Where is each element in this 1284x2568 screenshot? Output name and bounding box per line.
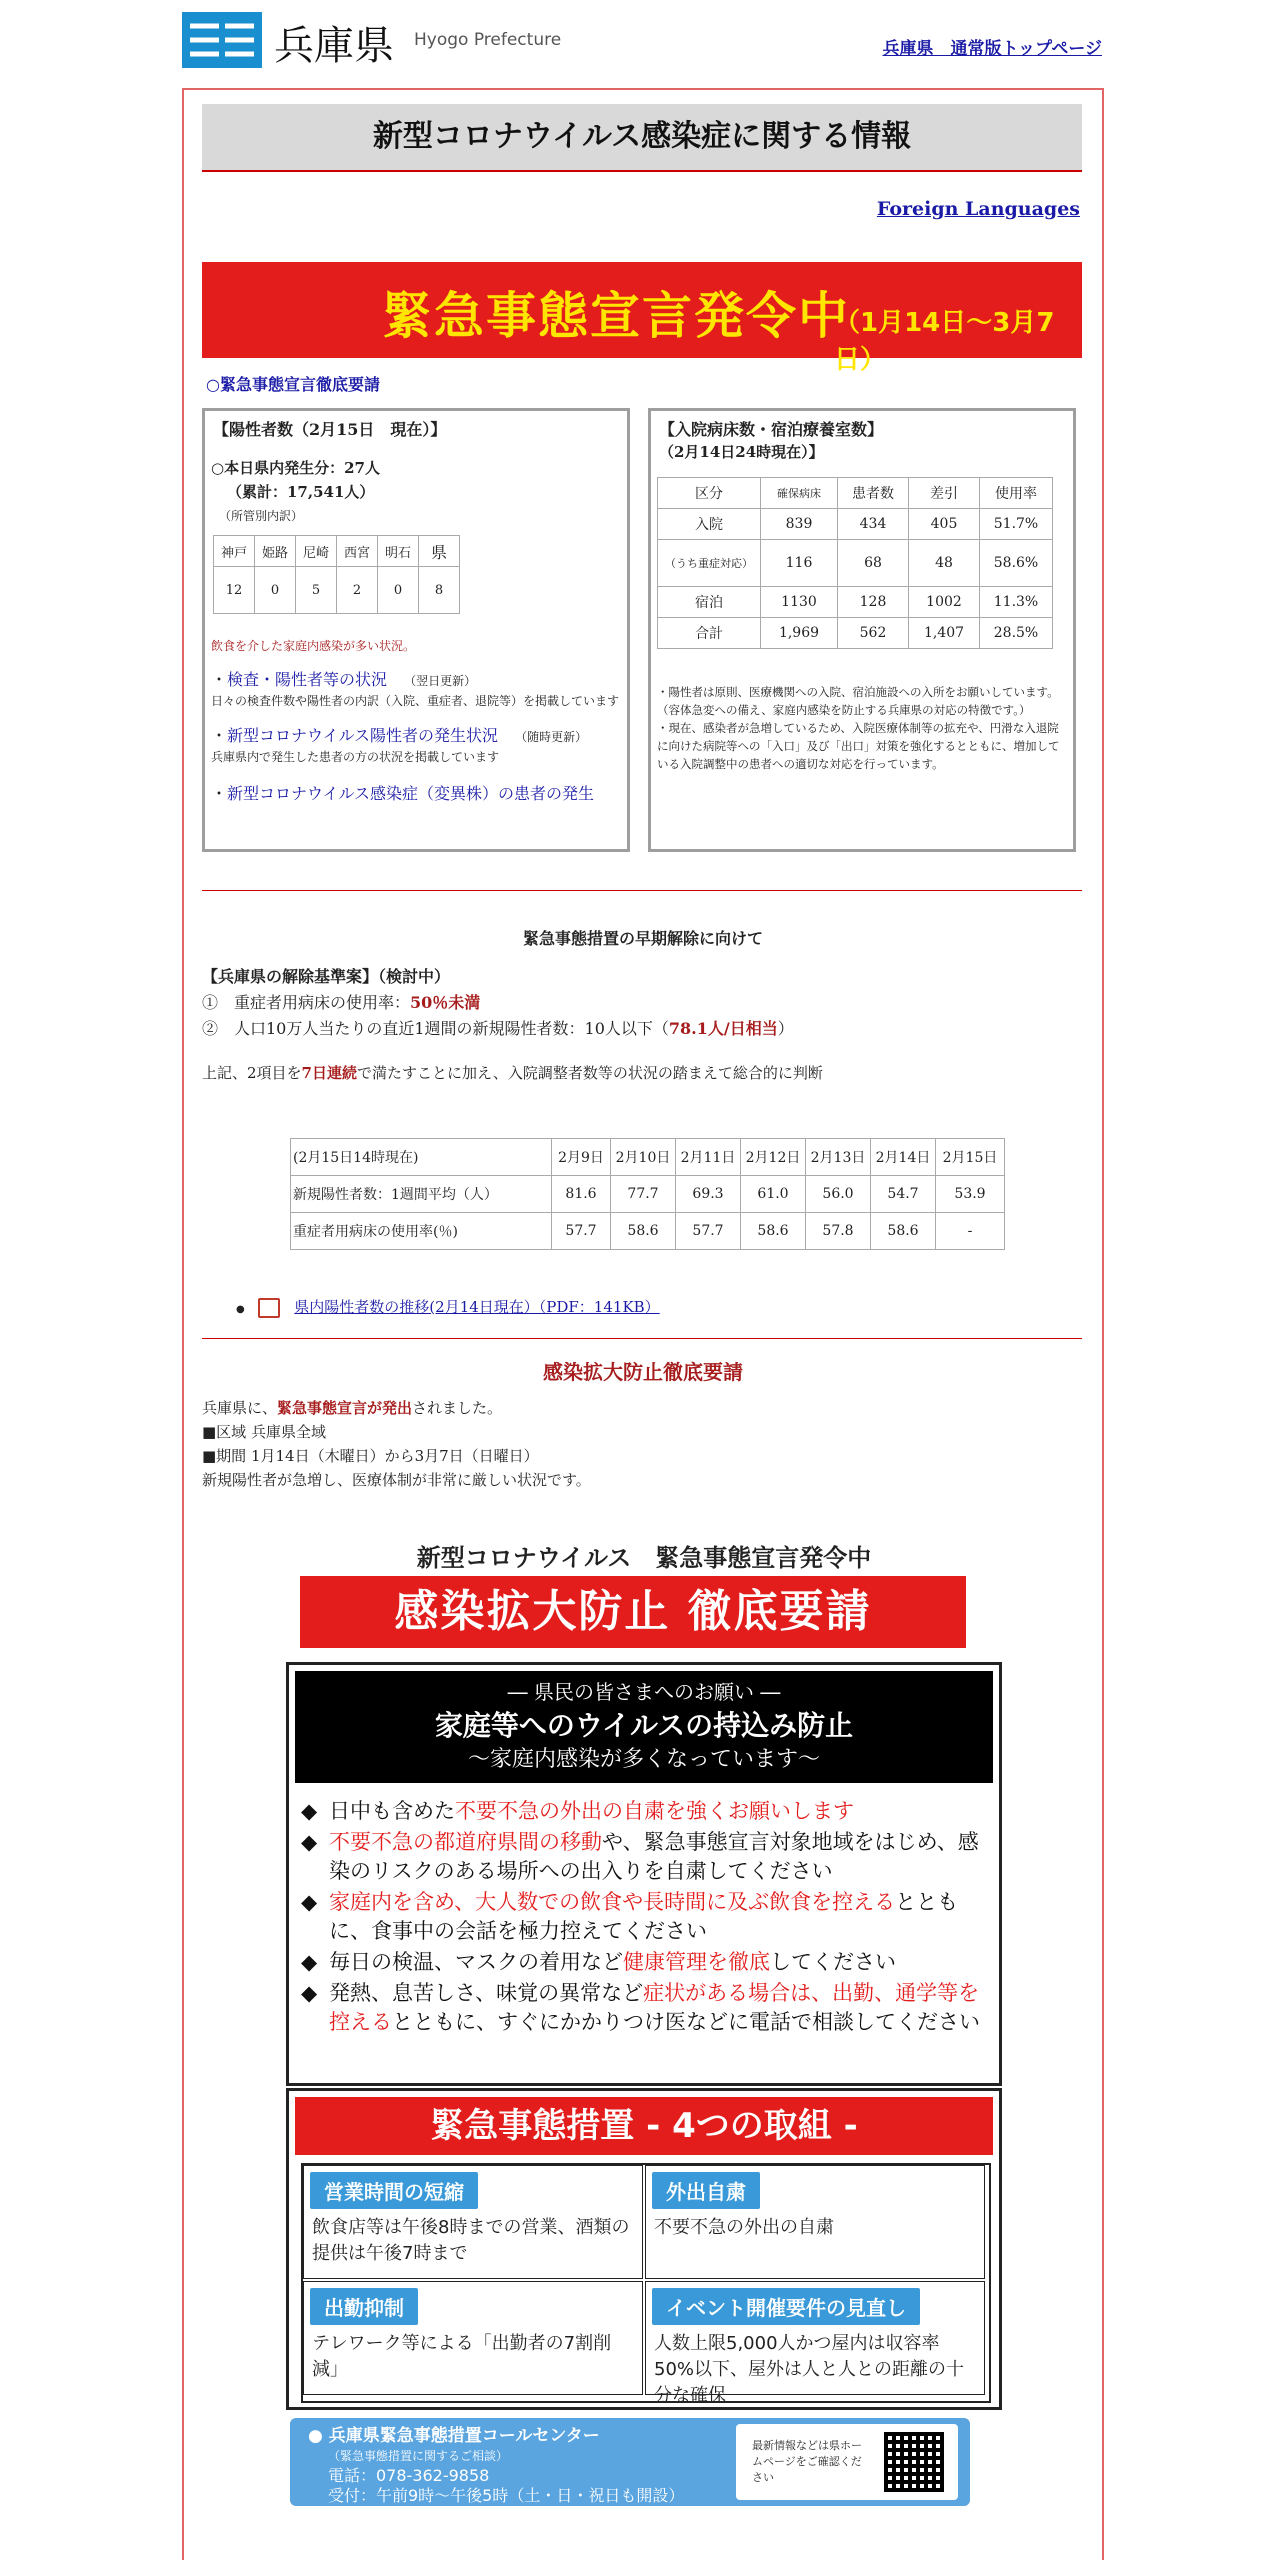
poster-requests-box [286, 1662, 1002, 2086]
bed-cell: 128 [838, 587, 909, 618]
header-cell: 2月11日 [676, 1139, 741, 1176]
bed-cell: 434 [838, 509, 909, 540]
criterion-text: ① 重症者用病床の使用率： [202, 993, 411, 1012]
bed-cell: （うち重症対応） [658, 540, 761, 587]
trend-cell: 57.7 [676, 1213, 741, 1250]
total-count: （累計：17,541人） [227, 483, 375, 501]
bed-table [657, 477, 1053, 649]
summary-strong: 7日連続 [301, 1064, 357, 1082]
list-item [301, 1888, 981, 1946]
trend-cell: 57.7 [552, 1213, 611, 1250]
request-strong: 緊急事態宣言が発出 [277, 1399, 413, 1417]
today-count: ○本日県内発生分：27人 [211, 459, 380, 477]
beds-notes [657, 683, 1065, 773]
count-cell: 0 [255, 567, 296, 614]
qr-panel [736, 2424, 958, 2500]
bed-cell: 1,969 [761, 618, 838, 649]
criterion-value: 50％未満 [410, 993, 481, 1012]
trend-cell: 58.6 [611, 1213, 676, 1250]
call-title: ● 兵庫県緊急事態措置コールセンター [308, 2426, 600, 2446]
status-link-block: ・検査・陽性者等の状況 （翌日更新） 日々の検査件数や陽性者の内訳（入院、重症者、退院等）を掲載しています [211, 670, 620, 708]
count-cell: 0 [378, 567, 419, 614]
measure-tag: 外出自粛 [652, 2172, 760, 2209]
city-cell: 西宮 [337, 536, 378, 567]
measure-tag: 営業時間の短縮 [310, 2172, 478, 2209]
request-text-part: されました。 [412, 1399, 503, 1417]
bed-cell: 合計 [658, 618, 761, 649]
list-item [301, 1828, 981, 1886]
measures-grid [301, 2163, 991, 2406]
item-text: とともに、食事中の会話を極力控えてください [329, 1890, 959, 1943]
bed-cell: 58.6% [980, 540, 1053, 587]
criterion-value: 78.1人/日相当 [668, 1019, 778, 1038]
measure-tag: 出勤抑制 [310, 2288, 418, 2325]
poster-request-list [301, 1797, 981, 2039]
city-breakdown-table [213, 535, 460, 614]
header-cell: (2月15日14時現在) [291, 1139, 552, 1176]
summary-text: で満たすことに加え、入院調整者数等の状況の踏まえて総合的に判断 [356, 1064, 823, 1082]
measure-cell [645, 2165, 985, 2279]
pdf-file-icon [258, 1298, 280, 1318]
note-line: （容体急変への備え、家庭内感染を防止する兵庫県の対応の特徴です。） [657, 703, 1031, 717]
banner-date-range: （1月14日～3月7日） [834, 308, 1055, 375]
request-section-title: 感染拡大防止徹底要請 [543, 1360, 743, 1384]
measure-text: 人数上限5,000人かつ屋内は収容率50%以下、屋外は人と人との距離の十分な確保 [654, 2333, 965, 2406]
row-label: 重症者用病床の使用率(％) [291, 1213, 552, 1250]
lift-criteria [202, 964, 794, 1042]
link-description: 日々の検査件数や陽性者の内訳（入院、重症者、退院等）を掲載しています [211, 694, 620, 708]
item-text: 発熱、息苦しさ、味覚の異常など [329, 1981, 644, 2005]
bed-cell: 51.7% [980, 509, 1053, 540]
bed-cell: 839 [761, 509, 838, 540]
update-tag: （翌日更新） [404, 674, 477, 688]
call-center-panel [290, 2418, 970, 2506]
bed-cell: 入院 [658, 509, 761, 540]
trend-cell: 58.6 [741, 1213, 806, 1250]
list-item [301, 1948, 981, 1977]
beds-title: 【入院病床数・宿泊療養室数】 [659, 420, 884, 439]
table-row [291, 1176, 1005, 1213]
trend-cell: 57.8 [806, 1213, 871, 1250]
measure-tag: イベント開催要件の見直し [652, 2288, 920, 2325]
bullet-icon: ● [236, 1304, 245, 1315]
logo-title: 兵庫県 [274, 23, 394, 69]
header-cell: 2月13日 [806, 1139, 871, 1176]
header-cell: 2月10日 [611, 1139, 676, 1176]
measure-cell [303, 2165, 643, 2279]
header-cell: 2月14日 [871, 1139, 936, 1176]
request-text [202, 1396, 591, 1492]
qr-note: 最新情報などは県ホームページをご確認ください [752, 2439, 862, 2484]
bed-cell: 1,407 [909, 618, 980, 649]
item-text: とともに、すぐにかかりつけ医などに電話で相談してください [392, 2010, 980, 2034]
qr-code-icon[interactable] [884, 2432, 944, 2492]
banner-main-text: 緊急事態宣言発令中 [382, 287, 850, 345]
count-cell: 5 [296, 567, 337, 614]
request-line [202, 1396, 591, 1420]
trend-cell: 77.7 [611, 1176, 676, 1213]
measure-text: 飲食店等は午後8時までの営業、酒類の提供は午後7時まで [312, 2217, 630, 2264]
table-row [658, 587, 1053, 618]
main-frame [182, 88, 1104, 2560]
trend-cell: - [936, 1213, 1005, 1250]
variant-link-block: ・新型コロナウイルス感染症（変異株）の患者の発生 [211, 784, 595, 803]
request-text-part: 兵庫県に、 [202, 1399, 278, 1417]
trend-cell: 53.9 [936, 1176, 1005, 1213]
trend-cell: 58.6 [871, 1213, 936, 1250]
bed-cell: 宿泊 [658, 587, 761, 618]
call-center-text [308, 2426, 684, 2506]
trend-cell: 81.6 [552, 1176, 611, 1213]
city-cell: 姫路 [255, 536, 296, 567]
header-cell: 2月15日 [936, 1139, 1005, 1176]
trend-cell: 61.0 [741, 1176, 806, 1213]
section-divider [202, 1338, 1082, 1339]
section-divider [202, 890, 1082, 891]
header-cell: 患者数 [838, 478, 909, 509]
count-cell: 8 [419, 567, 460, 614]
variant-patients-link[interactable]: 新型コロナウイルス感染症（変異株）の患者の発生 [227, 784, 595, 803]
trend-cell: 54.7 [871, 1176, 936, 1213]
call-hours: 受付：午前9時～午後5時（土・日・祝日も開設） [328, 2486, 685, 2505]
call-tel: 電話：078-362-9858 [328, 2466, 490, 2485]
bed-cell: 1130 [761, 587, 838, 618]
lift-summary [202, 1062, 823, 1083]
table-row [291, 1213, 1005, 1250]
trend-header-row [291, 1139, 1005, 1176]
emergency-poster [284, 1538, 1004, 2548]
table-row [658, 540, 1053, 587]
header-cell: 区分 [658, 478, 761, 509]
item-highlight: 不要不急の外出の自粛を強くお願いします [455, 1799, 854, 1823]
bed-cell: 116 [761, 540, 838, 587]
header-cell: 差引 [909, 478, 980, 509]
request-line: ■区域 兵庫県全域 [202, 1423, 326, 1441]
bed-cell: 68 [838, 540, 909, 587]
bed-cell: 11.3% [980, 587, 1053, 618]
header-cell: 2月9日 [552, 1139, 611, 1176]
city-count-row [214, 567, 460, 614]
bed-cell: 48 [909, 540, 980, 587]
outbreak-status-link[interactable]: 新型コロナウイルス陽性者の発生状況 [227, 726, 499, 745]
lift-section-title: 緊急事態措置の早期解除に向けて [522, 929, 763, 948]
bed-header-row [658, 478, 1053, 509]
header-cell: 2月12日 [741, 1139, 806, 1176]
table-row [658, 509, 1053, 540]
pdf-trend-link[interactable]: 県内陽性者数の推移(2月14日現在）（PDF：141KB） [294, 1298, 660, 1316]
table-row [658, 618, 1053, 649]
trend-cell: 69.3 [676, 1176, 741, 1213]
top-page-link[interactable]: 兵庫県 通常版トップページ [882, 39, 1102, 59]
count-cell: 12 [214, 567, 255, 614]
city-cell: 尼崎 [296, 536, 337, 567]
beds-timestamp: （2月14日24時現在）】 [659, 443, 824, 461]
request-line: 新規陽性者が急増し、医療体制が非常に厳しい状況です。 [202, 1471, 591, 1489]
breakdown-note: （所管別内訳） [219, 509, 304, 523]
emergency-banner[interactable] [202, 262, 1082, 375]
poster-heading: 新型コロナウイルス 緊急事態宣言発令中 [416, 1544, 872, 1572]
note-line: ・陽性者は原則、医療機関への入院、宿泊施設への入所をお願いしています。 [657, 685, 1059, 699]
poster-red-title: 感染拡大防止 徹底要請 [300, 1576, 966, 1648]
logo-subtitle: Hyogo Prefecture [414, 30, 562, 50]
item-text: してください [770, 1950, 896, 1974]
pdf-list-item [236, 1296, 660, 1318]
list-item [301, 1797, 981, 1826]
black-line-1: ― 県民の皆さまへのお願い ― [507, 1680, 781, 1704]
bed-cell: 1002 [909, 587, 980, 618]
city-cell: 神戸 [214, 536, 255, 567]
hyogo-logo-icon[interactable] [182, 12, 262, 68]
header-cell: 確保病床 [761, 478, 838, 509]
update-tag: （随時更新） [515, 730, 588, 744]
poster-measures-box [286, 2088, 1002, 2410]
page-title: 新型コロナウイルス感染症に関する情報 [202, 104, 1082, 172]
black-line-2: 家庭等へのウイルスの持込み防止 [434, 1709, 854, 1742]
summary-text: 上記、2項目を [202, 1064, 302, 1082]
item-highlight: 症状がある場合は、出勤、通学等を控える [329, 1981, 980, 2034]
trend-table [290, 1138, 1005, 1250]
trend-cell: 56.0 [806, 1176, 871, 1213]
site-header [182, 8, 1102, 70]
criteria-title: 【兵庫県の解除基準案】（検討中） [202, 967, 451, 986]
count-cell: 2 [337, 567, 378, 614]
poster-black-header [295, 1671, 993, 1783]
foreign-languages-link[interactable]: Foreign Languages [876, 198, 1080, 220]
measures-title: 緊急事態措置 - 4つの取組 - [295, 2097, 993, 2155]
criterion-2 [202, 1016, 794, 1042]
criterion-1 [202, 990, 794, 1016]
item-text: や、緊急事態宣言対象地域をはじめ、感染のリスクのある場所への出入りを自粛してください [329, 1830, 979, 1883]
city-cell: 明石 [378, 536, 419, 567]
note-line: ・現在、感染者が急増しているため、入院医療体制等の拡充や、円滑な入退院に向けた病院等への「入口」及び「出口」対策を強化するとともに、増加している入院調整中の患者への適切な対応を行っています。 [657, 721, 1060, 771]
list-item [301, 1979, 981, 2037]
measure-text: 不要不急の外出の自粛 [654, 2217, 834, 2238]
item-text: 毎日の検温、マスクの着用など [329, 1950, 623, 1974]
bed-cell: 28.5% [980, 618, 1053, 649]
emergency-request-link[interactable]: ○緊急事態宣言徹底要請 [206, 375, 380, 394]
item-highlight: 健康管理を徹底 [623, 1950, 770, 1974]
measure-text: テレワーク等による「出勤者の7割削減」 [312, 2333, 612, 2380]
city-cell: 県 [419, 536, 460, 567]
bed-cell: 562 [838, 618, 909, 649]
item-highlight: 家庭内を含め、大人数での飲食や長時間に及ぶ飲食を控える [329, 1890, 896, 1914]
item-text: 日中も含めた [329, 1799, 455, 1823]
positives-title: 【陽性者数（2月15日 現在）】 [213, 420, 447, 439]
bed-capacity-box [648, 408, 1076, 852]
criterion-suffix: ） [777, 1019, 794, 1038]
request-line: ■期間 1月14日（木曜日）から3月7日（日曜日） [202, 1447, 539, 1465]
bed-cell: 405 [909, 509, 980, 540]
row-label: 新規陽性者数：1週間平均（人） [291, 1176, 552, 1213]
header-cell: 使用率 [980, 478, 1053, 509]
black-line-3: ～家庭内感染が多くなっています～ [467, 1747, 820, 1772]
test-status-link[interactable]: 検査・陽性者等の状況 [227, 670, 388, 689]
measure-cell [303, 2281, 643, 2395]
measure-cell [645, 2281, 985, 2406]
call-sub: （緊急事態措置に関するご相談） [328, 2449, 509, 2463]
positives-box [202, 408, 630, 852]
item-highlight: 不要不急の都道府県間の移動 [329, 1830, 602, 1854]
link-description: 兵庫県内で発生した患者の方の状況を掲載しています [211, 750, 500, 764]
outbreak-link-block: ・新型コロナウイルス陽性者の発生状況 （随時更新） 兵庫県内で発生した患者の方の状況を掲載しています [211, 723, 621, 765]
criterion-text: ② 人口10万人当たりの直近1週間の新規陽性者数：10人以下（ [202, 1019, 669, 1038]
city-header-row [214, 536, 460, 567]
family-infection-note: 飲食を介した家庭内感染が多い状況。 [211, 639, 416, 653]
